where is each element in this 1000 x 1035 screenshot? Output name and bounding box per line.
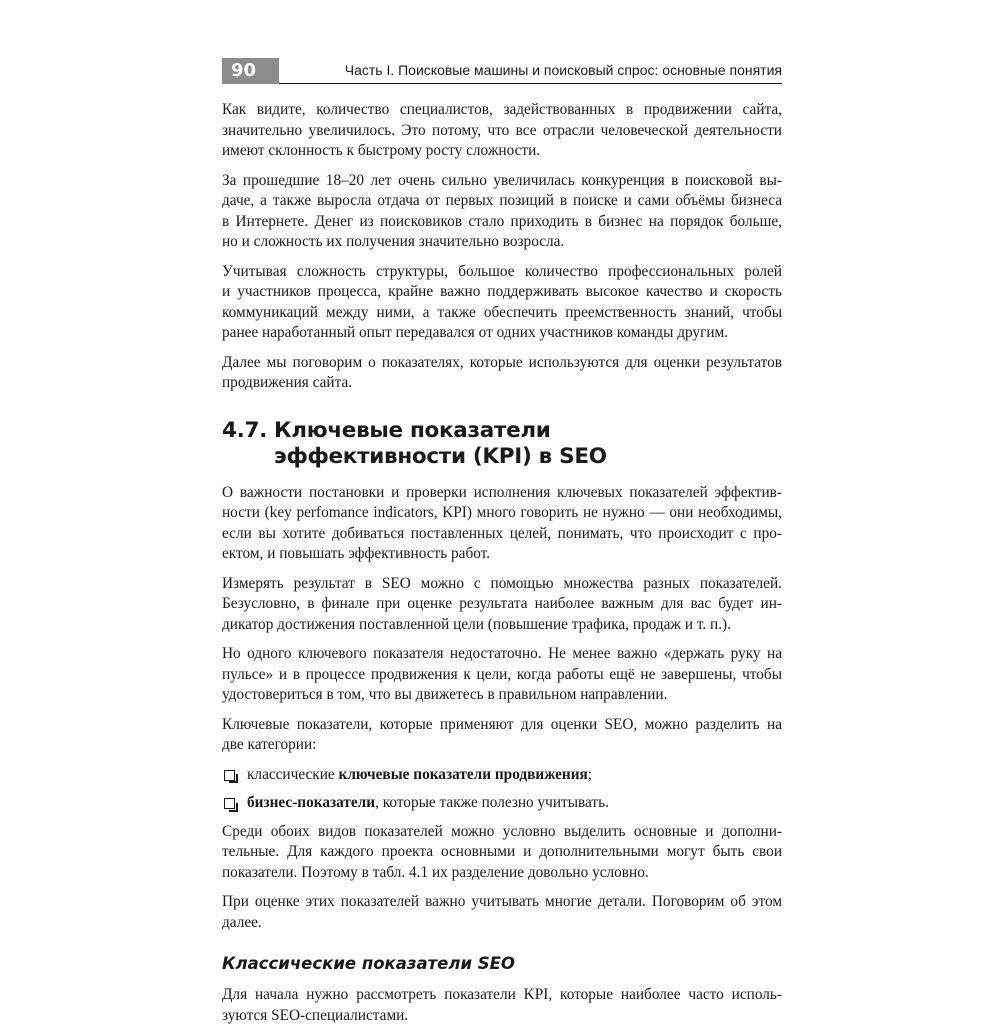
text-line: Среди обоих видов показателей можно условно выделить основные и дополни- bbox=[222, 822, 782, 840]
paragraph bbox=[222, 822, 782, 884]
paragraph bbox=[222, 353, 782, 394]
text-line: в Интернете. Денег из поисковиков стало приходить в бизнес на порядок больше, bbox=[222, 212, 782, 230]
paragraph bbox=[222, 100, 782, 162]
text-line: коммуникаций между ними, а также обеспечить преемственность знаний, чтобы bbox=[222, 303, 782, 321]
text-line: показатели. Поэтому в табл. 4.1 их разделение довольно условно. bbox=[222, 863, 649, 881]
text-line: значительно увеличилось. Это потому, что все отрасли человеческой деятельности bbox=[222, 121, 782, 139]
text-line: ектом, и повышать эффективность работ. bbox=[222, 545, 491, 562]
text-line: Для начала нужно рассмотреть показатели KPI, которые наиболее часто исполь- bbox=[222, 986, 782, 1003]
after-list-paragraphs bbox=[222, 822, 782, 934]
paragraph bbox=[222, 171, 782, 253]
text-line: зуются SEO-специалистами. bbox=[222, 1006, 409, 1024]
text-line: Ключевые показатели, которые применяют для оценки SEO, можно разделить на bbox=[222, 715, 782, 733]
page-content bbox=[222, 100, 782, 1035]
header-rule bbox=[279, 83, 782, 84]
checkbox-bullet-icon bbox=[224, 798, 235, 809]
section-title-line1: Ключевые показатели bbox=[274, 417, 551, 443]
text-line: две категории: bbox=[222, 736, 317, 753]
text-line: За прошедшие 18–20 лет очень сильно увеличилась конкуренция в поисковой вы- bbox=[222, 171, 782, 189]
paragraph bbox=[222, 644, 782, 706]
subsection-paragraphs bbox=[222, 985, 782, 1026]
text-line: даче, а также выросла отдача от первых позиций в поиске и сами объёмы бизнеса bbox=[222, 192, 782, 209]
text-line: При оценке этих показателей важно учитывать многие детали. Поговорим об этом bbox=[222, 893, 782, 910]
paragraph bbox=[222, 574, 782, 636]
text-line: Как видите, количество специалистов, задействованных в продвижении сайта, bbox=[222, 101, 782, 118]
text-line: но и сложность их получения значительно возросла. bbox=[222, 233, 565, 250]
list-item: классические ключевые показатели продвижения; bbox=[222, 765, 782, 786]
text-line: имеют склонность к быстрому росту сложности. bbox=[222, 142, 541, 159]
text-line: ности (key perfomance indicators, KPI) много говорить не нужно — они необходимы, bbox=[222, 504, 782, 521]
section-heading bbox=[222, 418, 782, 470]
text-line: далее. bbox=[222, 913, 262, 931]
paragraph bbox=[222, 985, 782, 1026]
page-header bbox=[222, 58, 782, 84]
text-line: Учитывая сложность структуры, большое количество профессиональных ролей bbox=[222, 262, 782, 280]
list-item: бизнес-показатели, которые также полезно учитывать. bbox=[222, 793, 782, 814]
section-number: 4.7. bbox=[222, 417, 268, 443]
intro-paragraphs bbox=[222, 100, 782, 394]
text-line: Измерять результат в SEO можно с помощью множества разных показателей. bbox=[222, 574, 782, 592]
chapter-title: Часть I. Поисковые машины и поисковый спрос: основные понятия bbox=[344, 62, 782, 78]
text-line: дикатор достижения поставленной цели (повышение трафика, продаж и т. п.). bbox=[222, 615, 731, 633]
checkbox-bullet-icon bbox=[224, 770, 235, 781]
text-line: Далее мы поговорим о показателях, которые используются для оценки результатов bbox=[222, 353, 782, 371]
text-line: тельные. Для каждого проекта основными и дополнительными могут быть свои bbox=[222, 843, 782, 860]
section-paragraphs bbox=[222, 483, 782, 756]
text-line: О важности постановки и проверки исполнения ключевых показателей эффектив- bbox=[222, 483, 782, 501]
text-line: пульсе» и в процессе продвижения к цели, когда работы ещё не завершены, чтобы bbox=[222, 665, 782, 683]
text-line: удостовериться в том, что вы движетесь в правильном направлении. bbox=[222, 686, 668, 703]
paragraph bbox=[222, 483, 782, 565]
category-list bbox=[222, 765, 782, 814]
text-line: Но одного ключевого показателя недостаточно. Не менее важно «держать руку на bbox=[222, 645, 782, 662]
paragraph bbox=[222, 715, 782, 756]
paragraph bbox=[222, 892, 782, 933]
subsection-heading: Классические показатели SEO bbox=[222, 954, 515, 973]
text-line: Безусловно, в финале при оценке результата наиболее важным для вас будет ин- bbox=[222, 595, 782, 612]
paragraph bbox=[222, 262, 782, 344]
text-line: продвижения сайта. bbox=[222, 374, 353, 391]
page-number: 90 bbox=[222, 58, 279, 84]
text-line: ранее наработанный опыт передавался от одних участников команды другим. bbox=[222, 324, 729, 341]
section-title-line2: эффективности (KPI) в SEO bbox=[274, 443, 607, 469]
text-line: и участников процесса, крайне важно поддерживать высокое качество и скорость bbox=[222, 283, 782, 300]
text-line: если вы хотите добиваться поставленных целей, понимать, что происходит с про- bbox=[222, 524, 782, 542]
